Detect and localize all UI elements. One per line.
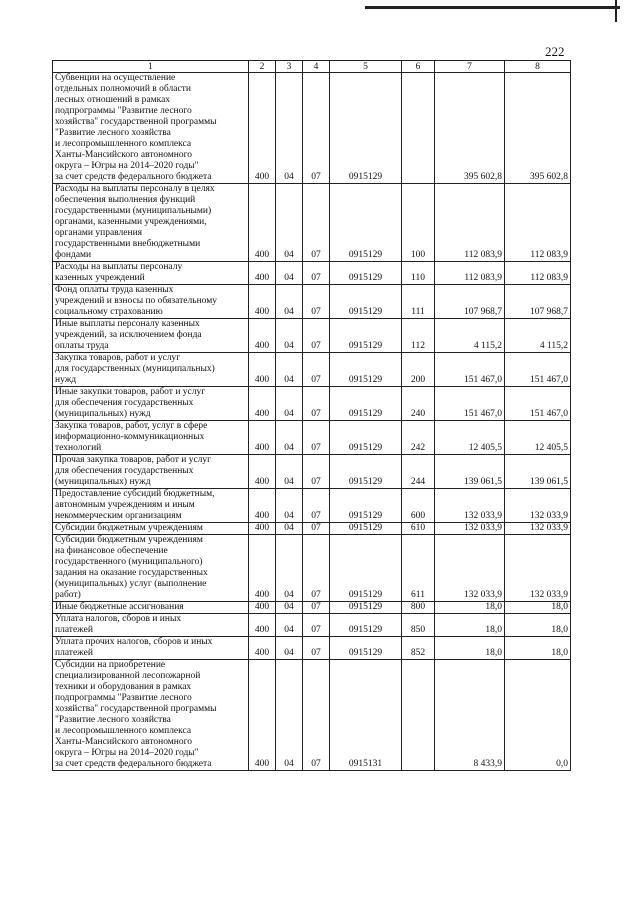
target-code-cell: 0915129 <box>330 73 402 184</box>
table-row <box>53 421 571 455</box>
table-row <box>53 455 571 489</box>
table-row <box>53 285 571 319</box>
subsection-cell: 07 <box>303 602 330 614</box>
table-row <box>53 489 571 523</box>
amount-cell: 8 433,9 <box>435 660 505 771</box>
amount-cell: 18,0 <box>505 637 571 660</box>
target-code-cell: 0915129 <box>330 319 402 353</box>
row-name-cell: Иные выплаты персоналу казенных учреждений, за исключением фонда оплаты труда <box>53 319 249 353</box>
code-cell: 400 <box>249 73 276 184</box>
code-cell: 400 <box>249 421 276 455</box>
row-name-cell: Закупка товаров, работ, услуг в сфере информационно-коммуникационных технологий <box>53 421 249 455</box>
expense-type-cell: 800 <box>402 602 435 614</box>
code-cell: 400 <box>249 285 276 319</box>
amount-cell: 151 467,0 <box>505 387 571 421</box>
target-code-cell: 0915129 <box>330 523 402 535</box>
expense-type-cell: 244 <box>402 455 435 489</box>
expense-type-cell: 600 <box>402 489 435 523</box>
subsection-cell: 07 <box>303 285 330 319</box>
row-name-cell: Прочая закупка товаров, работ и услуг для обеспечения государственных (муниципальных) нужд <box>53 455 249 489</box>
amount-cell: 112 083,9 <box>505 262 571 285</box>
section-cell: 04 <box>276 637 303 660</box>
top-rule <box>365 6 620 9</box>
expense-type-cell: 850 <box>402 614 435 637</box>
target-code-cell: 0915129 <box>330 614 402 637</box>
table-row <box>53 602 571 614</box>
amount-cell: 18,0 <box>505 614 571 637</box>
target-code-cell: 0915129 <box>330 637 402 660</box>
amount-cell: 107 968,7 <box>435 285 505 319</box>
subsection-cell: 07 <box>303 387 330 421</box>
section-cell: 04 <box>276 523 303 535</box>
subsection-cell: 07 <box>303 184 330 262</box>
target-code-cell: 0915129 <box>330 535 402 602</box>
top-rule-right <box>615 0 617 22</box>
subsection-cell: 07 <box>303 637 330 660</box>
section-cell: 04 <box>276 614 303 637</box>
amount-cell: 132 033,9 <box>435 535 505 602</box>
code-cell: 400 <box>249 523 276 535</box>
subsection-cell: 07 <box>303 523 330 535</box>
code-cell: 400 <box>249 602 276 614</box>
code-cell: 400 <box>249 387 276 421</box>
amount-cell: 132 033,9 <box>505 535 571 602</box>
section-cell: 04 <box>276 184 303 262</box>
row-name-cell: Субсидии бюджетным учреждениям <box>53 523 249 535</box>
budget-table <box>52 60 571 771</box>
target-code-cell: 0915131 <box>330 660 402 771</box>
amount-cell: 395 602,8 <box>505 73 571 184</box>
target-code-cell: 0915129 <box>330 184 402 262</box>
code-cell: 400 <box>249 637 276 660</box>
subsection-cell: 07 <box>303 535 330 602</box>
amount-cell: 4 115,2 <box>435 319 505 353</box>
amount-cell: 112 083,9 <box>505 184 571 262</box>
amount-cell: 0,0 <box>505 660 571 771</box>
row-name-cell: Субсидии на приобретение специализированной лесопожарной техники и оборудования в рамках подпрограммы "Развитие лесного хозяйства" государственной программы "Развитие лесного хозяйства и лесопромышленного комплекса Ханты-Мансийского автономного округа – Югры на 2014–2020 годы" за счет средств федерального бюджета <box>53 660 249 771</box>
row-name-cell: Закупка товаров, работ и услуг для государственных (муниципальных) нужд <box>53 353 249 387</box>
header-row <box>53 61 571 73</box>
section-cell: 04 <box>276 319 303 353</box>
amount-cell: 112 083,9 <box>435 262 505 285</box>
amount-cell: 132 033,9 <box>435 523 505 535</box>
expense-type-cell <box>402 73 435 184</box>
row-name-cell: Субсидии бюджетным учреждениям на финансовое обеспечение государственного (муниципального) задания на оказание государственных (муниципальных) услуг (выполнение работ) <box>53 535 249 602</box>
table-row <box>53 535 571 602</box>
header-cell: 5 <box>330 61 402 73</box>
section-cell: 04 <box>276 535 303 602</box>
row-name-cell: Иные бюджетные ассигнования <box>53 602 249 614</box>
target-code-cell: 0915129 <box>330 421 402 455</box>
row-name-cell: Субвенции на осуществление отдельных полномочий в области лесных отношений в рамках подпрограммы "Развитие лесного хозяйства" государственной программы "Развитие лесного хозяйства и лесопромышленного комплекса Ханты-Мансийского автономного округа – Югры на 2014–2020 годы" за счет средств федерального бюджета <box>53 73 249 184</box>
amount-cell: 151 467,0 <box>505 353 571 387</box>
amount-cell: 4 115,2 <box>505 319 571 353</box>
table-row <box>53 73 571 184</box>
target-code-cell: 0915129 <box>330 387 402 421</box>
page-number: 222 <box>545 44 565 59</box>
subsection-cell: 07 <box>303 262 330 285</box>
section-cell: 04 <box>276 421 303 455</box>
expense-type-cell <box>402 660 435 771</box>
row-name-cell: Фонд оплаты труда казенных учреждений и взносы по обязательному социальному страхованию <box>53 285 249 319</box>
table-row <box>53 184 571 262</box>
target-code-cell: 0915129 <box>330 285 402 319</box>
code-cell: 400 <box>249 614 276 637</box>
expense-type-cell: 611 <box>402 535 435 602</box>
amount-cell: 139 061,5 <box>505 455 571 489</box>
section-cell: 04 <box>276 660 303 771</box>
code-cell: 400 <box>249 455 276 489</box>
table-row <box>53 660 571 771</box>
target-code-cell: 0915129 <box>330 455 402 489</box>
section-cell: 04 <box>276 353 303 387</box>
row-name-cell: Уплата налогов, сборов и иных платежей <box>53 614 249 637</box>
code-cell: 400 <box>249 262 276 285</box>
row-name-cell: Предоставление субсидий бюджетным, автономным учреждениям и иным некоммерческим организациям <box>53 489 249 523</box>
code-cell: 400 <box>249 319 276 353</box>
amount-cell: 18,0 <box>505 602 571 614</box>
expense-type-cell: 242 <box>402 421 435 455</box>
amount-cell: 12 405,5 <box>435 421 505 455</box>
expense-type-cell: 111 <box>402 285 435 319</box>
expense-type-cell: 610 <box>402 523 435 535</box>
code-cell: 400 <box>249 489 276 523</box>
amount-cell: 139 061,5 <box>435 455 505 489</box>
table-row <box>53 523 571 535</box>
table-row <box>53 637 571 660</box>
target-code-cell: 0915129 <box>330 262 402 285</box>
section-cell: 04 <box>276 262 303 285</box>
amount-cell: 112 083,9 <box>435 184 505 262</box>
header-cell: 1 <box>53 61 249 73</box>
expense-type-cell: 852 <box>402 637 435 660</box>
amount-cell: 151 467,0 <box>435 387 505 421</box>
row-name-cell: Расходы на выплаты персоналу казенных учреждений <box>53 262 249 285</box>
target-code-cell: 0915129 <box>330 353 402 387</box>
table-row <box>53 614 571 637</box>
amount-cell: 12 405,5 <box>505 421 571 455</box>
table-row <box>53 387 571 421</box>
amount-cell: 132 033,9 <box>435 489 505 523</box>
amount-cell: 395 602,8 <box>435 73 505 184</box>
target-code-cell: 0915129 <box>330 489 402 523</box>
header-cell: 6 <box>402 61 435 73</box>
target-code-cell: 0915129 <box>330 602 402 614</box>
amount-cell: 132 033,9 <box>505 523 571 535</box>
code-cell: 400 <box>249 660 276 771</box>
subsection-cell: 07 <box>303 660 330 771</box>
row-name-cell: Иные закупки товаров, работ и услуг для обеспечения государственных (муниципальных) нужд <box>53 387 249 421</box>
expense-type-cell: 240 <box>402 387 435 421</box>
section-cell: 04 <box>276 455 303 489</box>
header-cell: 3 <box>276 61 303 73</box>
amount-cell: 132 033,9 <box>505 489 571 523</box>
subsection-cell: 07 <box>303 455 330 489</box>
amount-cell: 151 467,0 <box>435 353 505 387</box>
row-name-cell: Расходы на выплаты персоналу в целях обеспечения выполнения функций государственными (муниципальными) органами, казенными учреждениями, органами управления государственными внебюджетными фондами <box>53 184 249 262</box>
expense-type-cell: 110 <box>402 262 435 285</box>
amount-cell: 18,0 <box>435 614 505 637</box>
section-cell: 04 <box>276 602 303 614</box>
subsection-cell: 07 <box>303 421 330 455</box>
section-cell: 04 <box>276 387 303 421</box>
row-name-cell: Уплата прочих налогов, сборов и иных платежей <box>53 637 249 660</box>
expense-type-cell: 112 <box>402 319 435 353</box>
section-cell: 04 <box>276 73 303 184</box>
amount-cell: 107 968,7 <box>505 285 571 319</box>
subsection-cell: 07 <box>303 353 330 387</box>
section-cell: 04 <box>276 489 303 523</box>
header-cell: 2 <box>249 61 276 73</box>
code-cell: 400 <box>249 353 276 387</box>
expense-type-cell: 200 <box>402 353 435 387</box>
expense-type-cell: 100 <box>402 184 435 262</box>
subsection-cell: 07 <box>303 614 330 637</box>
amount-cell: 18,0 <box>435 602 505 614</box>
header-cell: 8 <box>505 61 571 73</box>
subsection-cell: 07 <box>303 489 330 523</box>
subsection-cell: 07 <box>303 319 330 353</box>
table-row <box>53 353 571 387</box>
header-cell: 7 <box>435 61 505 73</box>
code-cell: 400 <box>249 184 276 262</box>
table-row <box>53 319 571 353</box>
subsection-cell: 07 <box>303 73 330 184</box>
section-cell: 04 <box>276 285 303 319</box>
header-cell: 4 <box>303 61 330 73</box>
amount-cell: 18,0 <box>435 637 505 660</box>
code-cell: 400 <box>249 535 276 602</box>
table-row <box>53 262 571 285</box>
